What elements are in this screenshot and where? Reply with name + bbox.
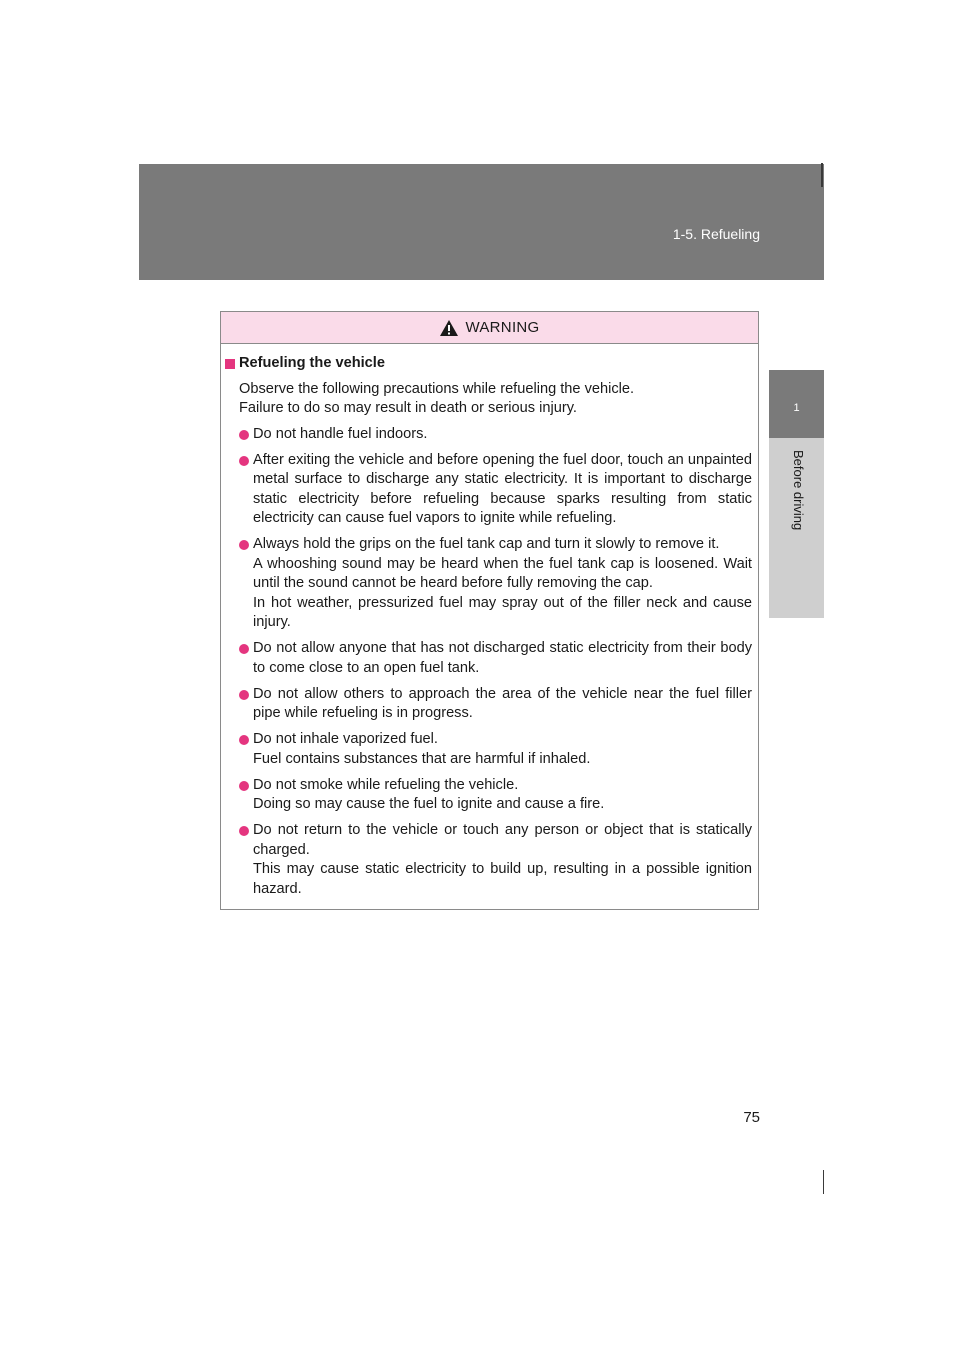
chapter-strip	[769, 438, 824, 618]
list-item	[239, 451, 752, 529]
list-item	[239, 685, 752, 724]
chapter-tab	[769, 370, 824, 438]
item-line: A whooshing sound may be heard when the fuel tank cap is loosened. Wait until the sound cannot be heard before fully removing the cap.	[253, 555, 752, 591]
chapter-label: Before driving	[791, 450, 806, 531]
list-item	[239, 730, 752, 769]
warning-body	[221, 344, 758, 899]
warning-section-title-text: Refueling the vehicle	[239, 355, 385, 371]
warning-section-title	[225, 354, 752, 374]
item-line: Do not inhale vaporized fuel.	[253, 731, 438, 747]
intro-line: Failure to do so may result in death or serious injury.	[239, 400, 577, 416]
warning-triangle-icon	[439, 319, 459, 337]
section-title-header: 1-5. Refueling	[672, 226, 760, 242]
header-band	[139, 164, 824, 280]
corner-tick-top	[821, 163, 823, 187]
item-line: After exiting the vehicle and before opening the fuel door, touch an unpainted metal surface to discharge any static electricity. It is important to discharge static electricity before refueling because sparks resulting from static electricity can cause fuel vapors to ignite while refueling.	[253, 451, 752, 526]
list-item	[239, 425, 752, 445]
item-line: Do not return to the vehicle or touch any person or object that is statically charged.	[253, 822, 752, 858]
chapter-number: 1	[793, 402, 800, 414]
corner-tick-bottom	[823, 1170, 824, 1194]
list-item	[239, 776, 752, 815]
item-line: Always hold the grips on the fuel tank cap and turn it slowly to remove it.	[253, 536, 720, 552]
item-line: Do not smoke while refueling the vehicle.	[253, 776, 519, 793]
item-line: Do not handle fuel indoors.	[253, 425, 428, 442]
warning-label: WARNING	[465, 319, 540, 336]
item-line: This may cause static electricity to build up, resulting in a possible ignition hazard.	[253, 861, 752, 897]
item-line: Fuel contains substances that are harmful if inhaled.	[253, 750, 591, 767]
page-number: 75	[743, 1109, 760, 1126]
list-item	[239, 821, 752, 899]
square-bullet-icon	[225, 359, 235, 369]
precaution-list	[225, 425, 752, 900]
item-line: In hot weather, pressurized fuel may spray out of the filler neck and cause injury.	[253, 594, 752, 630]
list-item	[239, 639, 752, 678]
intro-line: Observe the following precautions while refueling the vehicle.	[239, 380, 635, 397]
warning-intro	[225, 380, 752, 419]
item-line: Do not allow anyone that has not discharged static electricity from their body to come close to an open fuel tank.	[253, 640, 752, 676]
warning-header	[221, 312, 758, 344]
item-line: Do not allow others to approach the area of the vehicle near the fuel filler pipe while refueling is in progress.	[253, 685, 752, 721]
item-line: Doing so may cause the fuel to ignite and cause a fire.	[253, 796, 605, 812]
list-item	[239, 535, 752, 633]
warning-box	[220, 311, 759, 910]
